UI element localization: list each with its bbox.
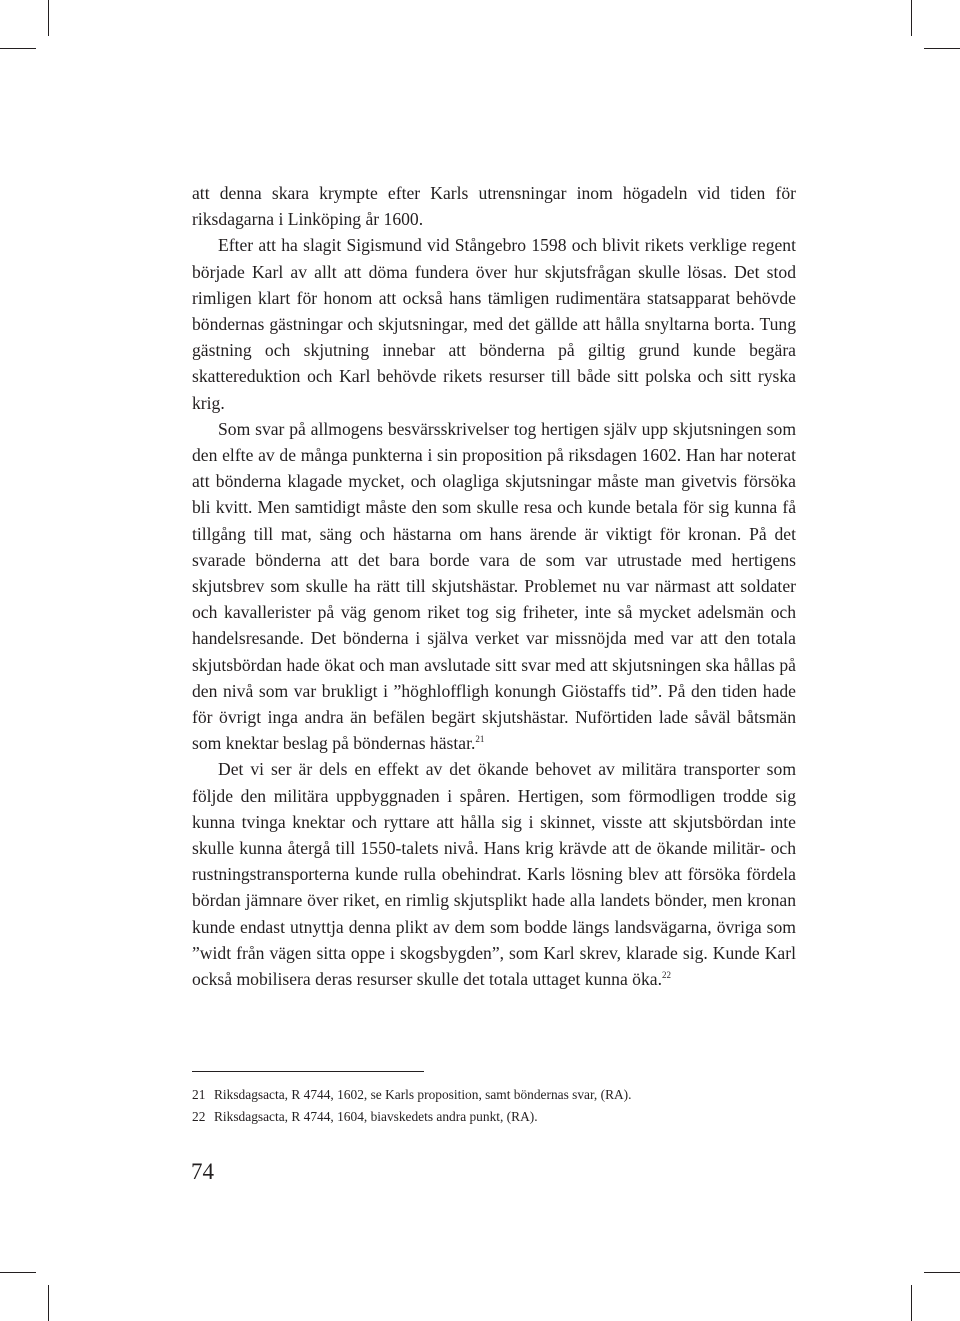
footnote-ref[interactable]: 21 <box>475 734 485 745</box>
footnote-ref[interactable]: 22 <box>662 970 671 981</box>
crop-mark-top-left <box>48 0 49 36</box>
crop-mark-top-right <box>911 0 912 36</box>
paragraph <box>192 756 796 992</box>
body-text <box>192 180 796 992</box>
crop-mark-bottom-left <box>48 1285 49 1321</box>
crop-mark-top-left-h <box>0 48 36 49</box>
paragraph-continued: att denna skara krympte efter Karls utrensningar inom högadeln vid tiden för riksdagarna i Linköping år 1600. <box>192 183 796 230</box>
crop-mark-top-right-h <box>924 48 960 49</box>
crop-mark-bottom-right <box>911 1285 912 1321</box>
footnote-number: 21 <box>192 1087 206 1102</box>
paragraph-text: Det vi ser är dels en effekt av det ökande behovet av militära transporter som följde den militära uppbyggnaden i spåren. Hertigen, som förmodligen trodde sig kunna tvinga knektar och ryttare att hålla sig i skinnet, visste att skjutsbördan inte skulle kunna återgå till 1550-talets nivå. Hans krig krävde att de ökande militär- och rustningstransporterna kunde rulla obehindrat. Karls lösning blev att försöka fördela bördan jämnare över riket, en rimlig skjutsplikt hade alla landets bönder, men kronan kunde endast utnyttja denna plikt av dem som bodde längs landsvägarna, övriga som ”widt från vägen sitta oppe i skogsbygden”, som Karl skrev, klarade sig. Kunde Karl också mobilisera deras resurser skulle det totala uttaget kunna öka. <box>192 759 796 990</box>
footnote-item <box>192 1106 796 1128</box>
footnote-divider <box>192 1071 424 1072</box>
paragraph-text: Som svar på allmogens besvärsskrivelser tog hertigen själv upp skjutsningen som den elfte av de många punkterna i sin proposition på riksdagen 1602. Han har noterat att bönderna klagade mycket, och olagliga skjutsningar måste man givetvis försöka bli kvitt. Men samtidigt måste den som skulle resa och kunde betala för sig kunna få tillgång till mat, säng och hästarna om hans ärende är viktigt för kronan. På det svarade bönderna att det bara borde vara de som var utrustade med hertigens skjutsbrev som skulle ha rätt till skjutshästar. Problemet nu var närmast att soldater och kavallerister på väg genom riket tog sig friheter, inte så mycket adelsmän och handelsresande. Det bönderna i själva verket var missnöjda med var att den totala skjutsbördan hade ökat och man avslutade sitt svar med att skjutsningen ska hållas på den nivå som var brukligt i ”höghloffligh konungh Giöstaffs tid”. På den tiden hade för övrigt inga andra än befälen begärt skjutshästar. Nuförtiden lade såväl båtsmän som knektar beslag på böndernas hästar. <box>192 418 796 754</box>
paragraph: Efter att ha slagit Sigismund vid Stångebro 1598 och blivit rikets verklige regent började Karl av allt att döma fundera över hur skjutsfrågan skulle lösas. Det stod rimligen klart för honom att också hans tämligen rudimentära statsapparat behövde böndernas gästningar och skjutsningar, med det gällde att hålla snyltarna borta. Tung gästning och skjutning innebar att bönderna på giltig grund kunde begära skattereduktion och Karl behövde rikets resurser till både sitt polska och sitt ryska krig. <box>192 235 796 413</box>
footnote-number: 22 <box>192 1109 206 1124</box>
footnote-item <box>192 1084 796 1106</box>
paragraph <box>192 416 796 757</box>
crop-mark-bottom-left-h <box>0 1272 36 1273</box>
page-number: 74 <box>191 1159 214 1184</box>
footnote-text: Riksdagsacta, R 4744, 1602, se Karls proposition, samt böndernas svar, (RA). <box>214 1087 632 1102</box>
footnotes <box>192 1084 796 1128</box>
crop-mark-bottom-right-h <box>924 1272 960 1273</box>
footnote-text: Riksdagsacta, R 4744, 1604, biavskedets andra punkt, (RA). <box>214 1109 538 1124</box>
